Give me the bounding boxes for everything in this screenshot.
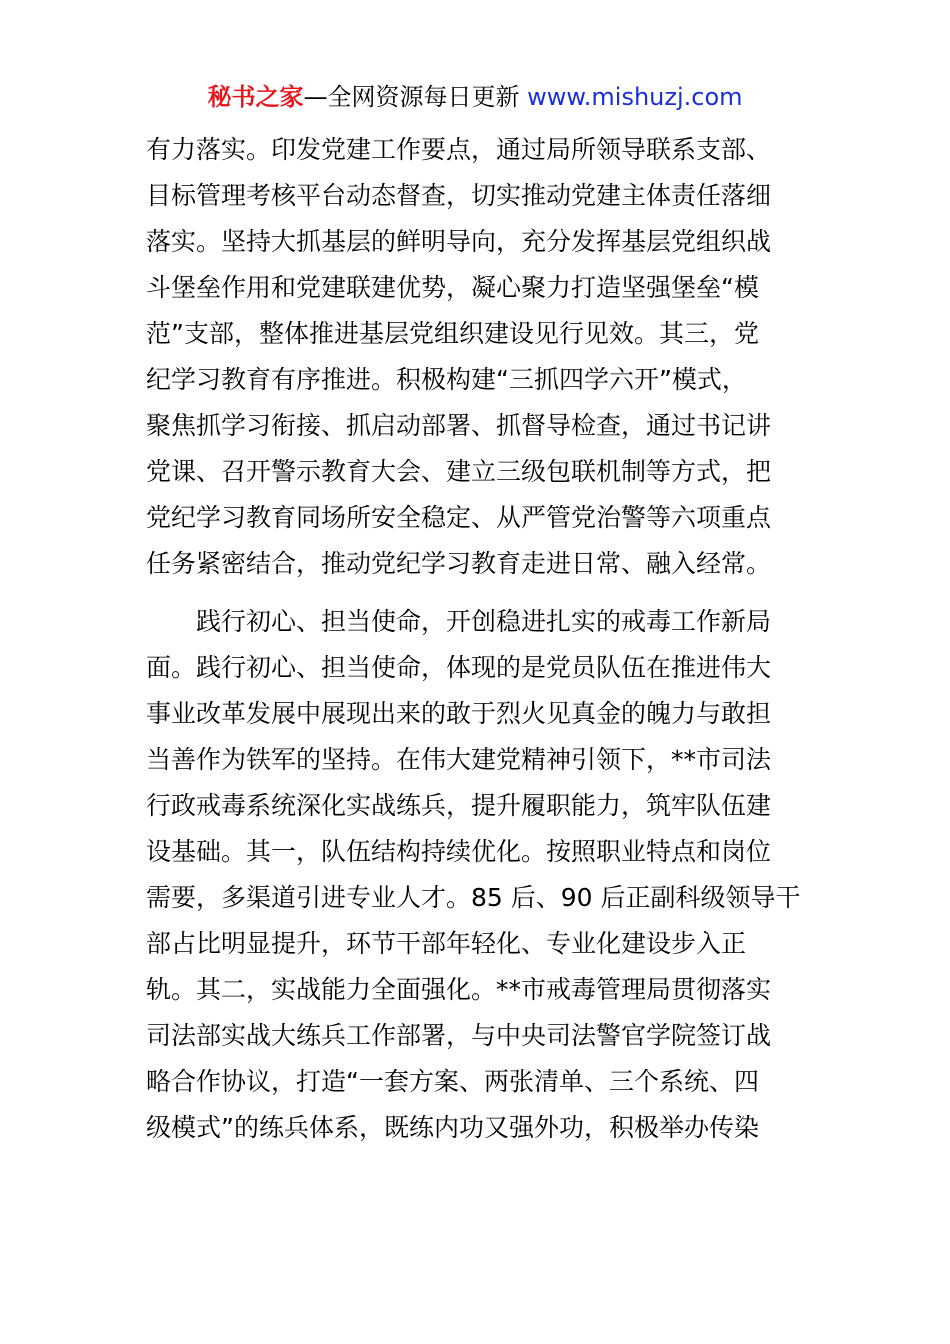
text-line: 略合作协议，打造“一套方案、两张清单、三个系统、四 — [146, 1067, 759, 1096]
text-line: 党课、召开警示教育大会、建立三级包联机制等方式，把 — [146, 457, 772, 486]
text-line: 司法部实战大练兵工作部署，与中央司法警官学院签订战 — [146, 1021, 772, 1050]
text-line: 事业改革发展中展现出来的敢于烈火见真金的魄力与敢担 — [146, 699, 772, 728]
text-line: 级模式”的练兵体系，既练内功又强外功，积极举办传染 — [146, 1113, 759, 1142]
paragraph-2 — [146, 599, 816, 1151]
site-header — [0, 80, 950, 114]
document-body — [146, 127, 816, 1151]
text-line: 落实。坚持大抓基层的鲜明导向，充分发挥基层党组织战 — [146, 227, 772, 256]
text-line: 党纪学习教育同场所安全稳定、从严管党治警等六项重点 — [146, 503, 772, 532]
header-tagline: —全网资源每日更新 — [303, 83, 528, 111]
text-line: 践行初心、担当使命，开创稳进扎实的戒毒工作新局 — [146, 607, 772, 636]
brand-name: 秘书之家 — [207, 83, 304, 111]
text-line: 需要，多渠道引进专业人才。85 后、90 后正副科级领导干 — [146, 883, 801, 912]
text-line: 部占比明显提升，环节干部年轻化、专业化建设步入正 — [146, 929, 747, 958]
text-line: 设基础。其一，队伍结构持续优化。按照职业特点和岗位 — [146, 837, 772, 866]
text-line: 行政戒毒系统深化实战练兵，提升履职能力，筑牢队伍建 — [146, 791, 772, 820]
text-line: 目标管理考核平台动态督查，切实推动党建主体责任落细 — [146, 181, 772, 210]
text-line: 聚焦抓学习衔接、抓启动部署、抓督导检查，通过书记讲 — [146, 411, 772, 440]
text-line: 纪学习教育有序推进。积极构建“三抓四学六开”模式， — [146, 365, 747, 394]
text-line: 任务紧密结合，推动党纪学习教育走进日常、融入经常。 — [146, 549, 772, 578]
text-line: 轨。其二，实战能力全面强化。**市戒毒管理局贯彻落实 — [146, 975, 772, 1004]
text-line: 范”支部，整体推进基层党组织建设见行见效。其三，党 — [146, 319, 759, 348]
text-line: 有力落实。印发党建工作要点，通过局所领导联系支部、 — [146, 135, 772, 164]
paragraph-1 — [146, 127, 816, 587]
text-line: 面。践行初心、担当使命，体现的是党员队伍在推进伟大 — [146, 653, 772, 682]
site-url[interactable]: www.mishuzj.com — [527, 83, 743, 111]
text-line: 当善作为铁军的坚持。在伟大建党精神引领下，**市司法 — [146, 745, 772, 774]
text-line: 斗堡垒作用和党建联建优势，凝心聚力打造坚强堡垒“模 — [146, 273, 759, 302]
paragraph-spacer — [146, 587, 816, 599]
